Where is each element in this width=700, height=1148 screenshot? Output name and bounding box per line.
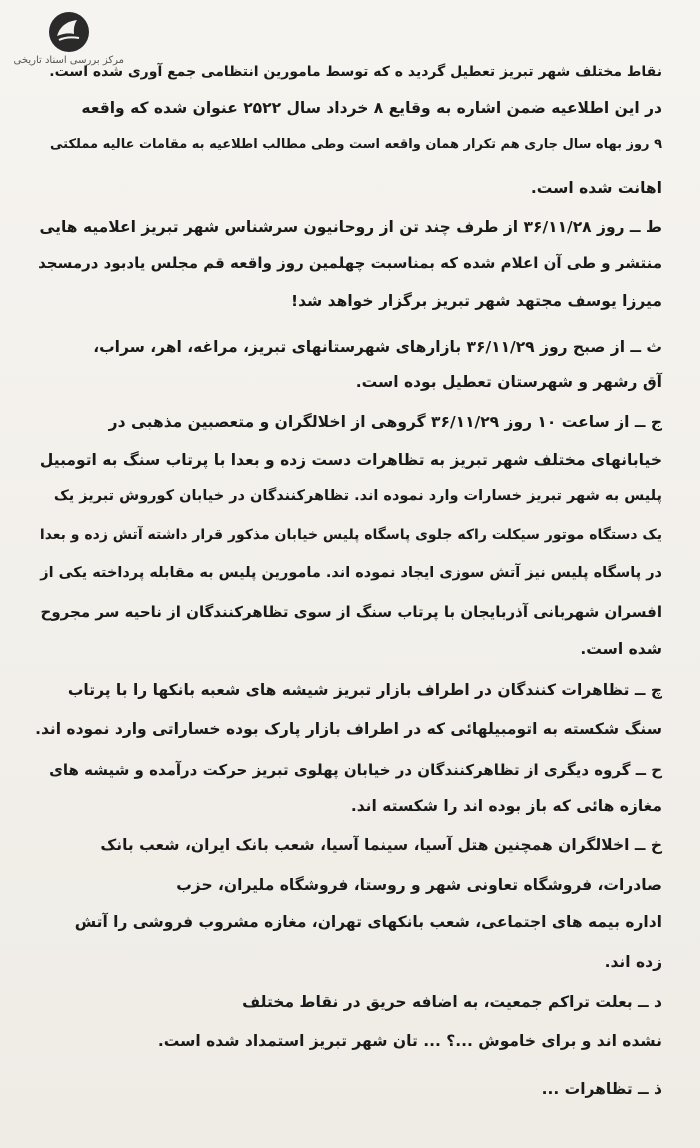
document-line-1: نقاط مختلف شهر تبریز تعطیل گردید ه که توسط مامورین انتظامی جمع آوری شده است. bbox=[49, 64, 662, 80]
document-line-16: شده است. bbox=[580, 640, 662, 658]
archive-logo bbox=[14, 10, 124, 68]
document-line-11: خیابانهای مختلف شهر تبریز به تظاهرات دست زده و بعدا با پرتاب سنگ به اتومبیل bbox=[39, 451, 662, 469]
document-line-26: نشده اند و برای خاموش ...؟ ... تان شهر تبریز استمداد شده است. bbox=[157, 1032, 662, 1050]
document-line-3: ۹ روز بهاه سال جاری هم تکرار همان واقعه است وطی مطالب اطلاعیه به مقامات عالیه مملکتی bbox=[50, 137, 662, 152]
document-line-6: منتشر و طی آن اعلام شده که بمناسبت چهلمین روز واقعه قم مجلس یادبود درمسجد bbox=[38, 254, 662, 272]
archive-logo-caption: مرکز بررسی اسناد تاریخی bbox=[13, 55, 124, 66]
document-line-8: ث ــ از صبح روز ۳۶/۱۱/۲۹ بازارهای شهرستانهای تبریز، مراغه، اهر، سراب، bbox=[93, 338, 662, 356]
document-line-21: خ ــ اخلالگران همچنین هتل آسیا، سینما آسیا، شعب بانک ایران، شعب بانک bbox=[100, 836, 662, 854]
document-line-22: صادرات، فروشگاه تعاونی شهر و روستا، فروشگاه ملیران، حزب bbox=[176, 876, 662, 894]
document-line-13: یک دستگاه موتور سیکلت راکه جلوی پاسگاه پلیس خیابان مذکور قرار داشته آتش زده و بعدا bbox=[39, 527, 662, 543]
document-line-20: مغازه هائی که باز بوده اند را شکسته اند. bbox=[350, 797, 662, 815]
document-line-18: سنگ شکسته به اتومبیلهائی که در اطراف بازار پارک بوده خساراتی وارد نموده اند. bbox=[35, 720, 662, 738]
document-line-25: د ــ بعلت تراکم جمعیت، به اضافه حریق در نقاط مختلف bbox=[242, 993, 662, 1011]
document-line-17: چ ــ تظاهرات کنندگان در اطراف بازار تبریز شیشه های شعبه بانکها را با پرتاب bbox=[67, 681, 662, 699]
document-line-12: پلیس به شهر تبریز خسارات وارد نموده اند. تظاهرکنندگان در خیابان کوروش تبریز یک bbox=[53, 488, 662, 504]
document-line-19: ح ــ گروه دیگری از تظاهرکنندگان در خیابان پهلوی تبریز حرکت درآمده و شیشه های bbox=[49, 761, 662, 779]
document-line-9: آق رشهر و شهرستان تعطیل بوده است. bbox=[355, 373, 662, 391]
document-line-23: اداره بیمه های اجتماعی، شعب بانکهای تهران، مغازه مشروب فروشی را آتش bbox=[74, 913, 662, 931]
document-line-24: زده اند. bbox=[604, 953, 662, 971]
document-line-2: در این اطلاعیه ضمن اشاره به وقایع ۸ خرداد سال ۲۵۲۲ عنوان شده که واقعه bbox=[81, 99, 662, 117]
document-line-4: اهانت شده است. bbox=[530, 179, 662, 197]
document-line-14: در پاسگاه پلیس نیز آتش سوزی ایجاد نموده اند. مامورین پلیس به مقابله پرداخته یکی از bbox=[40, 565, 662, 581]
document-line-15: افسران شهربانی آذربایجان با پرتاب سنگ از سوی تظاهرکنندگان از ناحیه سر مجروح bbox=[40, 603, 662, 621]
document-line-7: میرزا یوسف مجتهد شهر تبریز برگزار خواهد شد! bbox=[291, 292, 662, 310]
document-line-27: ذ ــ تظاهرات ... bbox=[541, 1080, 662, 1098]
document-line-5: ط ــ روز ۳۶/۱۱/۲۸ از طرف چند تن از روحانیون سرشناس شهر تبریز اعلامیه هایی bbox=[39, 218, 662, 236]
document-line-10: ج ــ از ساعت ۱۰ روز ۳۶/۱۱/۲۹ گروهی از اخلالگران و متعصبین مذهبی در bbox=[108, 413, 662, 431]
archive-logo-icon bbox=[47, 10, 91, 54]
